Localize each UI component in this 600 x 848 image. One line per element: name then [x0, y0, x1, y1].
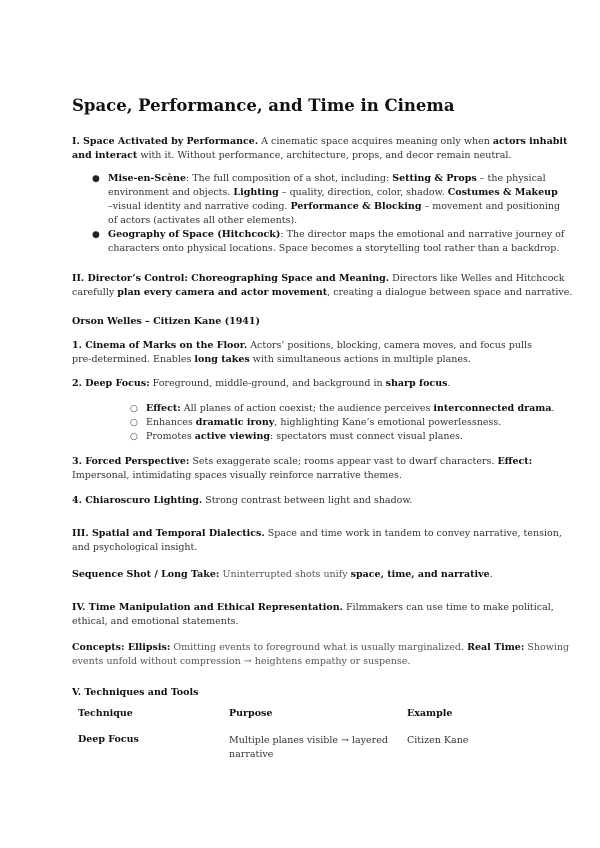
section-4-paragraph-line-2: ethical, and emotional statements.	[72, 616, 239, 627]
item-1-line-1: 1. Cinema of Marks on the Floor. Actors’ positions, blocking, camera moves, and focus pulls	[72, 340, 532, 351]
bullet-geography-line-2: characters onto physical locations. Space becomes a storytelling tool rather than a backdrop.	[108, 243, 560, 254]
table-header-example: Example	[407, 708, 453, 719]
bullet-mise-en-scene-line-1: Mise-en-Scène: The full composition of a shot, including: Setting & Props – the physical	[108, 173, 546, 184]
section-5-heading: V. Techniques and Tools	[72, 687, 199, 698]
table-header-technique: Technique	[78, 708, 133, 719]
bullet-mise-en-scene-line-4: of actors (activates all other elements).	[108, 215, 298, 226]
circle-bullet-icon: ○	[130, 418, 138, 428]
table-cell-example: Citizen Kane	[407, 735, 469, 746]
section-2-heading: II. Director’s Control: Choreographing Space and Meaning.	[72, 273, 390, 284]
film-subheading: Orson Welles – Citizen Kane (1941)	[72, 316, 261, 327]
table-header-purpose: Purpose	[229, 708, 273, 719]
sub-bullet-effect: Effect: All planes of action coexist; the audience perceives interconnected drama.	[146, 403, 555, 414]
page-title: Space, Performance, and Time in Cinema	[72, 96, 455, 115]
section-3-paragraph-line-2: and psychological insight.	[72, 542, 198, 553]
section-2-paragraph-line-1: II. Director’s Control: Choreographing Space and Meaning. Directors like Welles and Hitchcock	[72, 273, 565, 284]
circle-bullet-icon: ○	[130, 404, 138, 414]
item-3-line-1: 3. Forced Perspective: Sets exaggerate scale; rooms appear vast to dwarf characters. Effect:	[72, 456, 533, 467]
section-3-paragraph-line-1: III. Spatial and Temporal Dialectics. Space and time work in tandem to convey narrative, tension,	[72, 528, 562, 539]
section-3-heading: III. Spatial and Temporal Dialectics.	[72, 528, 265, 539]
section-1-paragraph-line-1: I. Space Activated by Performance. A cinematic space acquires meaning only when actors inhabit	[72, 136, 568, 147]
bullet-mise-en-scene-line-2: environment and objects. Lighting – quality, direction, color, shadow. Costumes & Makeup	[108, 187, 558, 198]
table-cell-technique: Deep Focus	[78, 734, 139, 745]
section-2-paragraph-line-2: carefully plan every camera and actor movement, creating a dialogue between space and narrative.	[72, 287, 573, 298]
bullet-geography-line-1: Geography of Space (Hitchcock): The director maps the emotional and narrative journey of	[108, 229, 565, 240]
item-3-line-2: Impersonal, intimidating spaces visually reinforce narrative themes.	[72, 470, 402, 481]
concepts-line-1: Concepts: Ellipsis: Omitting events to foreground what is usually marginalized. Real Time: Showing	[72, 642, 570, 653]
section-4-paragraph-line-1: IV. Time Manipulation and Ethical Representation. Filmmakers can use time to make political,	[72, 602, 554, 613]
sequence-shot-line: Sequence Shot / Long Take: Uninterrupted shots unify space, time, and narrative.	[72, 569, 493, 580]
section-4-heading: IV. Time Manipulation and Ethical Representation.	[72, 602, 343, 613]
section-1-paragraph-line-2: and interact with it. Without performance, architecture, props, and decor remain neutral.	[72, 150, 512, 161]
item-4-line-1: 4. Chiaroscuro Lighting. Strong contrast between light and shadow.	[72, 495, 413, 506]
item-1-line-2: pre-determined. Enables long takes with simultaneous actions in multiple planes.	[72, 354, 471, 365]
bullet-mise-en-scene-line-3: –visual identity and narrative coding. Performance & Blocking – movement and positioning	[108, 201, 561, 212]
item-2-line-1: 2. Deep Focus: Foreground, middle-ground, and background in sharp focus.	[72, 378, 451, 389]
section-1-heading: I. Space Activated by Performance.	[72, 136, 259, 147]
table-cell-purpose-line-2: narrative	[229, 749, 274, 760]
sub-bullet-irony: Enhances dramatic irony, highlighting Kane’s emotional powerlessness.	[146, 417, 502, 428]
bullet-icon: ●	[92, 174, 100, 184]
circle-bullet-icon: ○	[130, 432, 138, 442]
concepts-line-2: events unfold without compression → heightens empathy or suspense.	[72, 656, 411, 667]
table-cell-purpose-line-1: Multiple planes visible → layered	[229, 735, 388, 746]
bullet-icon: ●	[92, 230, 100, 240]
sub-bullet-active-viewing: Promotes active viewing: spectators must connect visual planes.	[146, 431, 464, 442]
